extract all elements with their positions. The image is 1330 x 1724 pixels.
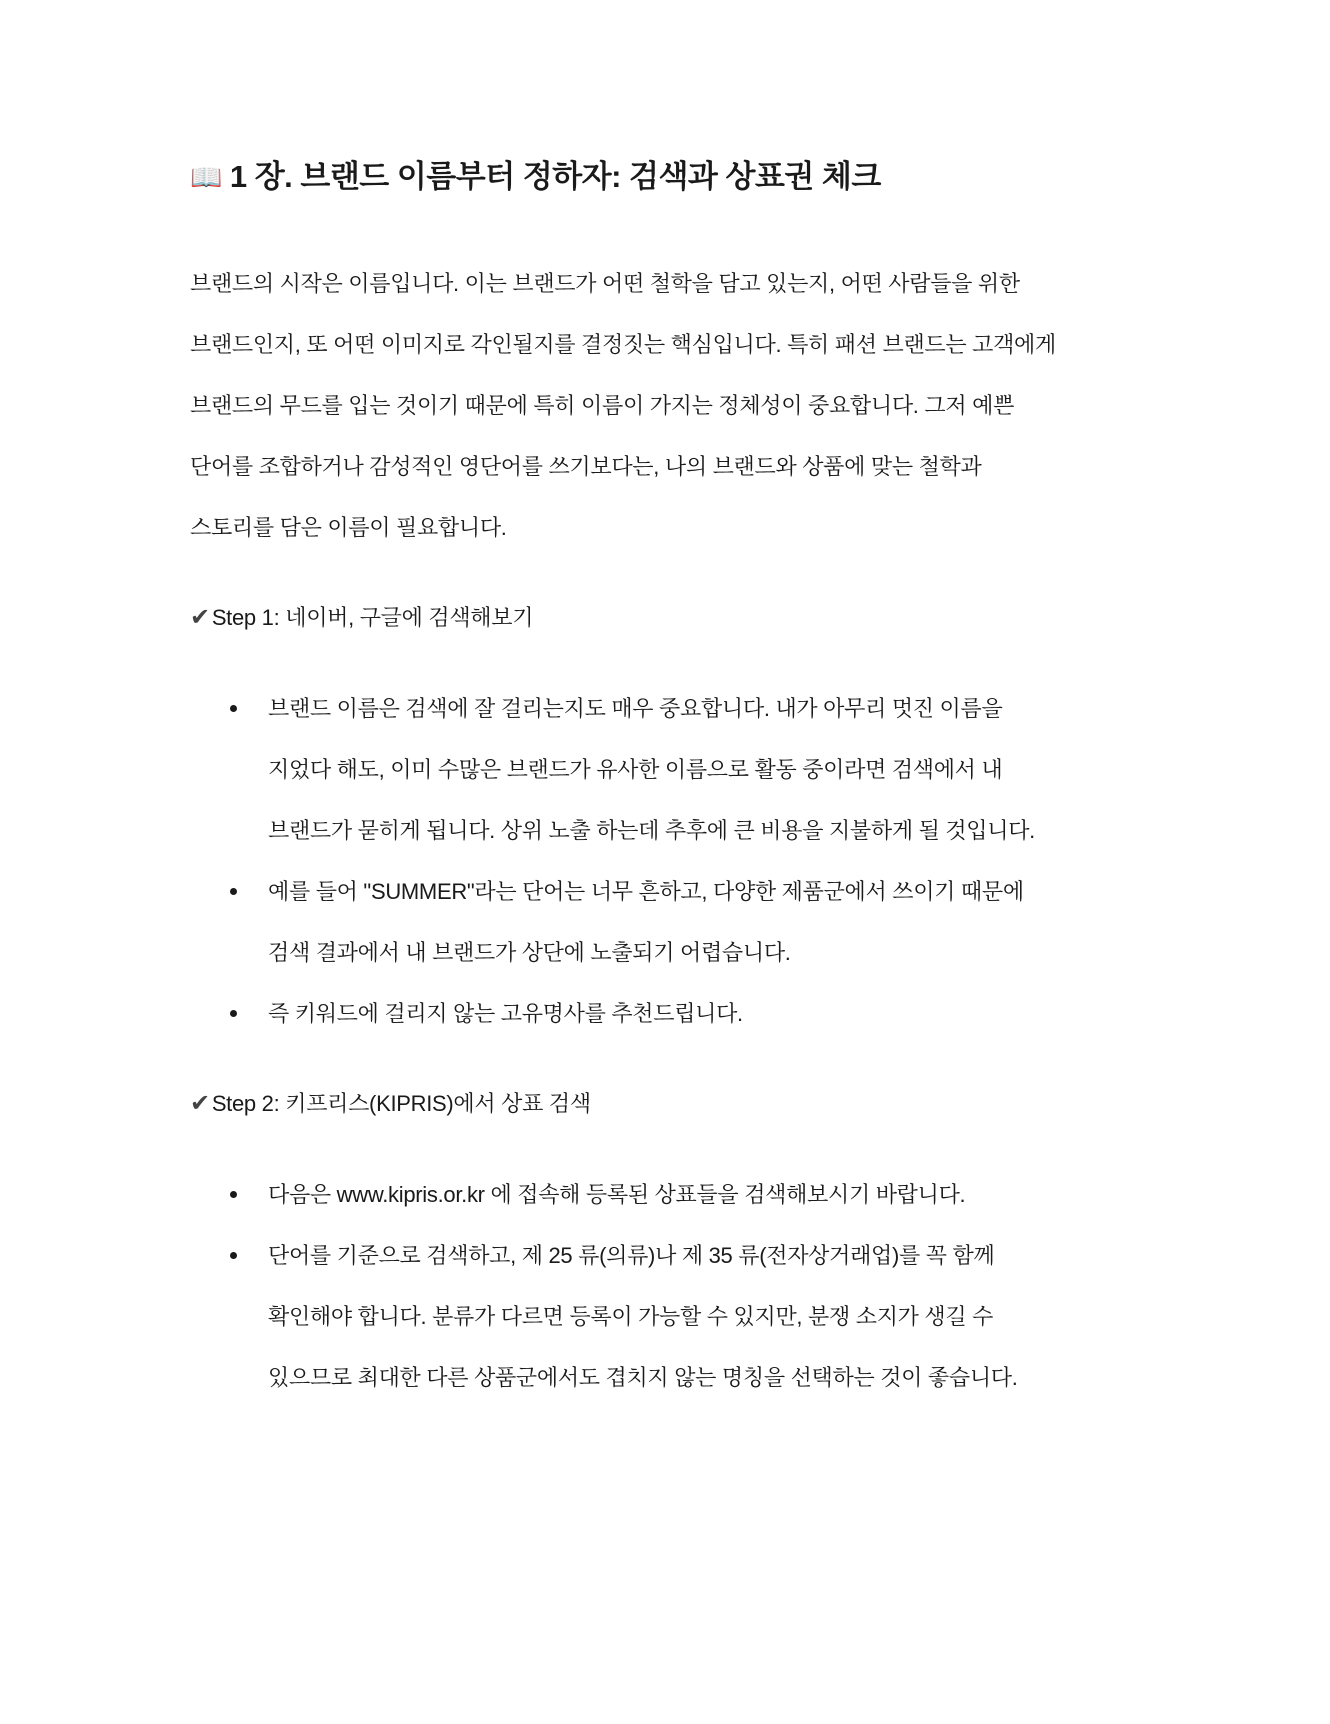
list-item-line: 예를 들어 "SUMMER"라는 단어는 너무 흔하고, 다양한 제품군에서 쓰이기 때문에: [268, 879, 1024, 904]
paragraph-line: 스토리를 담은 이름이 필요합니다.: [190, 515, 507, 540]
checkmark-icon: ✔: [190, 1090, 210, 1117]
list-item-line: 검색 결과에서 내 브랜드가 상단에 노출되기 어렵습니다.: [268, 940, 791, 965]
list-item-line: 지었다 해도, 이미 수많은 브랜드가 유사한 이름으로 활동 중이라면 검색에서 내: [268, 757, 1003, 782]
document-body: [190, 0, 1190, 1408]
paragraph-line: 단어를 조합하거나 감성적인 영단어를 쓰기보다는, 나의 브랜드와 상품에 맞는 철학과: [190, 454, 982, 479]
list-item-line: 있으므로 최대한 다른 상품군에서도 겹치지 않는 명칭을 선택하는 것이 좋습니다.: [268, 1365, 1018, 1390]
step-2-title: Step 2: 키프리스(KIPRIS)에서 상표 검색: [211, 1091, 591, 1116]
step-2-heading: [190, 1073, 1190, 1134]
bullet-icon: [230, 1191, 237, 1198]
bullet-icon: [230, 1010, 237, 1017]
step-1-heading: [190, 587, 1190, 648]
intro-paragraph: [190, 253, 1190, 558]
list-item-line: 브랜드 이름은 검색에 잘 걸리는지도 매우 중요합니다. 내가 아무리 멋진 이름을: [268, 696, 1003, 721]
step-1-list: [190, 678, 1190, 1044]
list-item-line: 단어를 기준으로 검색하고, 제 25 류(의류)나 제 35 류(전자상거래업)를 꼭 함께: [268, 1243, 995, 1268]
step-2-list: [190, 1164, 1190, 1408]
checkmark-icon: ✔: [190, 604, 210, 631]
list-item: [190, 861, 1190, 983]
chapter-heading: [190, 157, 1190, 197]
chapter-heading-text: 1 장. 브랜드 이름부터 정하자: 검색과 상표권 체크: [229, 159, 881, 194]
list-item-line: 브랜드가 묻히게 됩니다. 상위 노출 하는데 추후에 큰 비용을 지불하게 될 것입니다.: [268, 818, 1035, 843]
bullet-icon: [230, 1252, 237, 1259]
list-item: [190, 1225, 1190, 1408]
bullet-icon: [230, 888, 237, 895]
list-item-line: 다음은 www.kipris.or.kr 에 접속해 등록된 상표들을 검색해보시기 바랍니다.: [268, 1182, 966, 1207]
list-item-line: 즉 키워드에 걸리지 않는 고유명사를 추천드립니다.: [268, 1001, 743, 1026]
open-book-icon: 📖: [190, 162, 222, 192]
paragraph-line: 브랜드의 시작은 이름입니다. 이는 브랜드가 어떤 철학을 담고 있는지, 어떤 사람들을 위한: [190, 271, 1020, 296]
paragraph-line: 브랜드인지, 또 어떤 이미지로 각인될지를 결정짓는 핵심입니다. 특히 패션 브랜드는 고객에게: [190, 332, 1056, 357]
list-item: [190, 678, 1190, 861]
list-item: [190, 983, 1190, 1044]
list-item: [190, 1164, 1190, 1225]
paragraph-line: 브랜드의 무드를 입는 것이기 때문에 특히 이름이 가지는 정체성이 중요합니다. 그저 예쁜: [190, 393, 1015, 418]
step-1-title: Step 1: 네이버, 구글에 검색해보기: [211, 605, 534, 630]
list-item-line: 확인해야 합니다. 분류가 다르면 등록이 가능할 수 있지만, 분쟁 소지가 생길 수: [268, 1304, 994, 1329]
bullet-icon: [230, 705, 237, 712]
